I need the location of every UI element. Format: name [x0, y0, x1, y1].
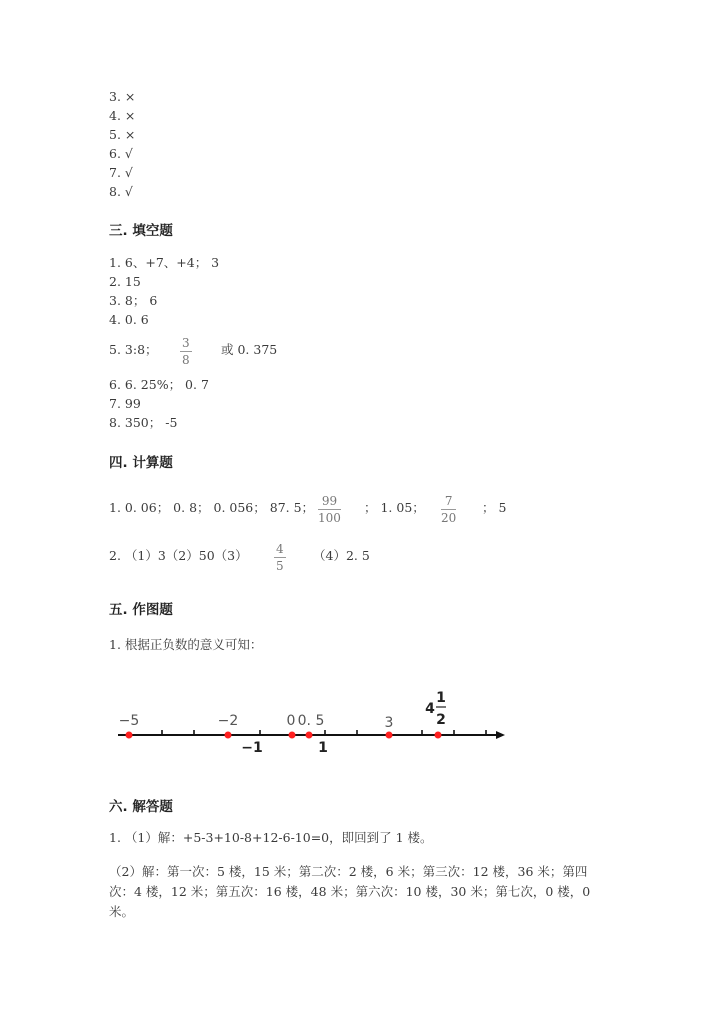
answer-text: 或 0. 375	[221, 342, 278, 357]
fraction-numerator: 3	[182, 336, 190, 350]
answer-item: 2. （1）3（2）50（3）	[109, 548, 248, 563]
label-4-den: 2	[436, 712, 446, 728]
fraction	[274, 542, 286, 573]
answer-paragraph: （2）解：第一次：5 楼，15 米；第二次：2 楼，6 米；第三次：12 楼，36 米；第四次：4 楼，12 米；第五次：16 楼，48 米；第六次：10 楼，30 米；第七次，0 楼，0 米。	[109, 864, 591, 919]
answer-item: 1. 根据正负数的意义可知：	[109, 637, 263, 652]
answer-item: 4. 0. 6	[109, 312, 149, 327]
fraction-numerator: 99	[318, 494, 341, 510]
fraction-denominator: 100	[318, 511, 341, 525]
fraction-denominator: 5	[276, 559, 284, 573]
label-minus-2: −2	[217, 713, 239, 729]
fraction	[180, 336, 192, 367]
answer-item: 1. 0. 06； 0. 8； 0. 056； 87. 5；	[109, 500, 315, 515]
answer-item: 3. 8； 6	[109, 293, 158, 308]
label-1: 1	[318, 740, 328, 756]
number-line	[0, 680, 720, 765]
label-4-whole: 4	[425, 701, 435, 717]
answer-item: 8. √	[109, 184, 133, 199]
answer-item: 7. 99	[109, 396, 141, 411]
fraction-denominator: 8	[182, 353, 190, 367]
answer-item: 2. 15	[109, 274, 141, 289]
answer-item: 1. 6、+7、+4； 3	[109, 255, 220, 270]
answer-item: 1. （1）解：+5-3+10-8+12-6-10=0，即回到了 1 楼。	[109, 830, 433, 845]
fraction	[318, 494, 341, 525]
label-4-num: 1	[436, 690, 446, 706]
label-minus-5: −5	[118, 713, 140, 729]
section-heading: 四. 计算题	[109, 455, 173, 471]
label-minus-1: −1	[241, 740, 263, 756]
answer-item: 8. 350； -5	[109, 415, 178, 430]
answer-text: （4）2. 5	[313, 548, 370, 563]
label-3: 3	[384, 715, 394, 731]
answer-item: 3. ×	[109, 89, 136, 104]
answer-text: ； 5	[482, 500, 507, 515]
answer-item: 7. √	[109, 165, 133, 180]
fraction	[441, 494, 456, 525]
answer-item: 5. ×	[109, 127, 136, 142]
answer-item: 6. √	[109, 146, 133, 161]
answer-item: 5. 3:8；	[109, 342, 158, 357]
section-heading: 五. 作图题	[109, 602, 173, 618]
answer-text: ； 1. 05；	[364, 500, 425, 515]
answer-item: 4. ×	[109, 108, 136, 123]
label-0: 0	[286, 713, 296, 729]
fraction-denominator: 20	[441, 511, 457, 525]
section-heading: 三. 填空题	[109, 223, 173, 239]
fraction-numerator: 7	[441, 494, 456, 510]
label-0-5: 0. 5	[297, 713, 325, 729]
section-heading: 六. 解答题	[109, 799, 173, 815]
fraction-numerator: 4	[276, 542, 284, 556]
answer-item: 6. 6. 25%； 0. 7	[109, 377, 209, 392]
